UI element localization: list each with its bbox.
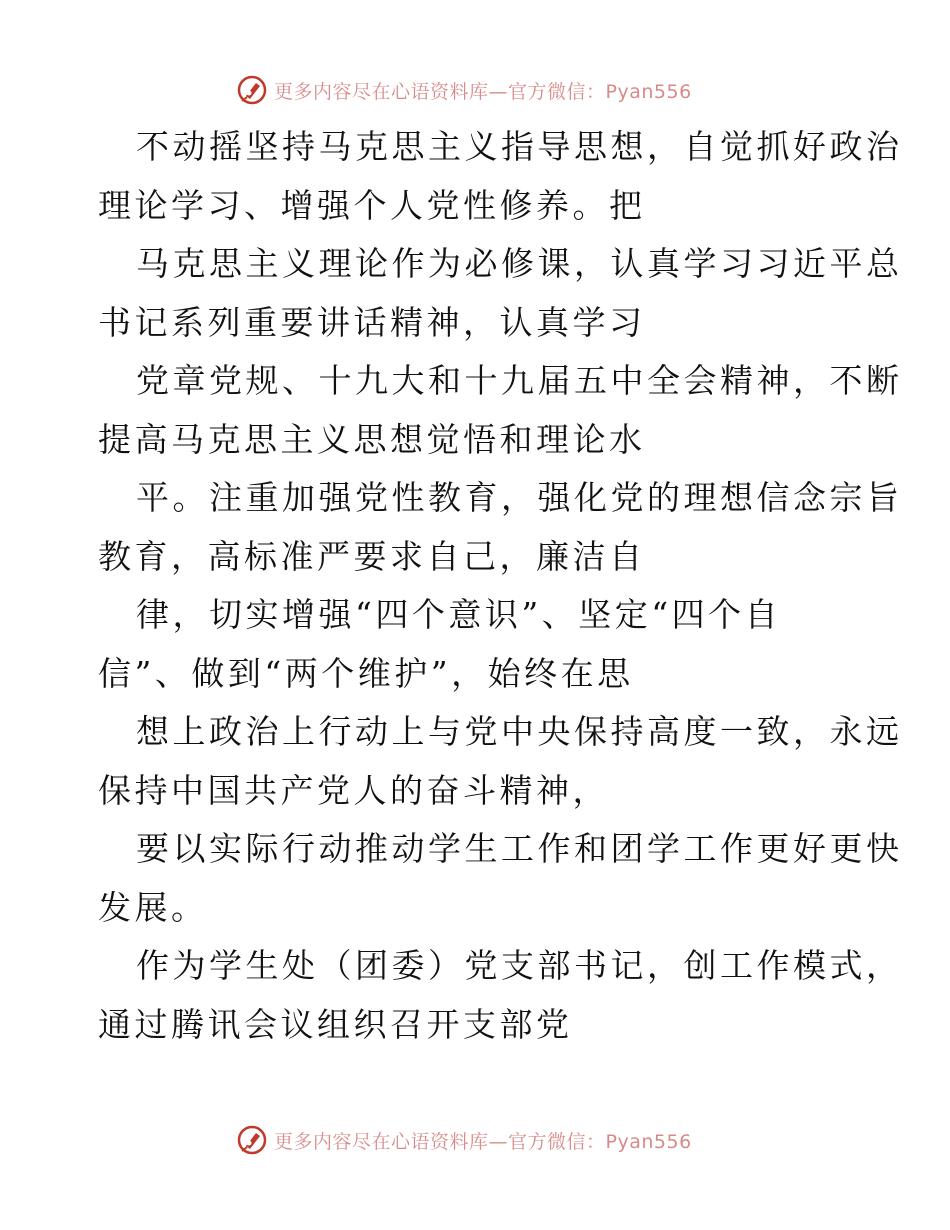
body-line: 发展。 — [98, 887, 208, 927]
body-line: 不动摇坚持马克思主义指导思想，自觉抓好政治 — [136, 127, 903, 166]
footer-banner-main: 更多内容尽在心语资料库 — [274, 1130, 489, 1153]
body-line: 想上政治上行动上与党中央保持高度一致，永远 — [136, 712, 903, 751]
body-line: 平。注重加强党性教育，强化党的理想信念宗旨 — [136, 478, 903, 517]
body-line: 提高马克思主义思想觉悟和理论水 — [98, 419, 646, 459]
footer-banner-wechat-id: Pyan556 — [605, 1130, 692, 1153]
body-line: 律，切实增强“四个意识”、坚定“四个自 — [136, 595, 782, 634]
header-banner-wechat-id: Pyan556 — [605, 80, 692, 103]
header-banner-separator: — — [488, 80, 509, 103]
body-line: 作为学生处（团委）党支部书记，创工作模式， — [136, 946, 903, 985]
header-banner-text — [274, 77, 692, 104]
body-line: 信”、做到“两个维护”，始终在思 — [98, 653, 634, 693]
body-line: 教育，高标准严要求自己，廉洁自 — [98, 536, 646, 576]
footer-banner-wechat-label: 官方微信： — [508, 1130, 606, 1153]
footer-banner — [236, 1122, 716, 1158]
pen-nib-logo-icon — [236, 1124, 268, 1156]
header-banner — [236, 72, 716, 108]
footer-banner-text — [274, 1127, 692, 1154]
document-body — [98, 118, 903, 1054]
body-line: 党章党规、十九大和十九届五中全会精神，不断 — [136, 361, 903, 400]
footer-banner-separator: — — [488, 1130, 509, 1153]
header-banner-main: 更多内容尽在心语资料库 — [274, 80, 489, 103]
body-line: 保持中国共产党人的奋斗精神， — [98, 770, 609, 810]
body-line: 要以实际行动推动学生工作和团学工作更好更快 — [136, 829, 903, 868]
header-banner-wechat-label: 官方微信： — [508, 80, 606, 103]
pen-nib-logo-icon — [236, 74, 268, 106]
body-line: 书记系列重要讲话精神，认真学习 — [98, 302, 646, 342]
body-line: 理论学习、增强个人党性修养。把 — [98, 185, 646, 225]
body-line: 马克思主义理论作为必修课，认真学习习近平总 — [136, 244, 903, 283]
body-line: 通过腾讯会议组织召开支部党 — [98, 1004, 573, 1044]
